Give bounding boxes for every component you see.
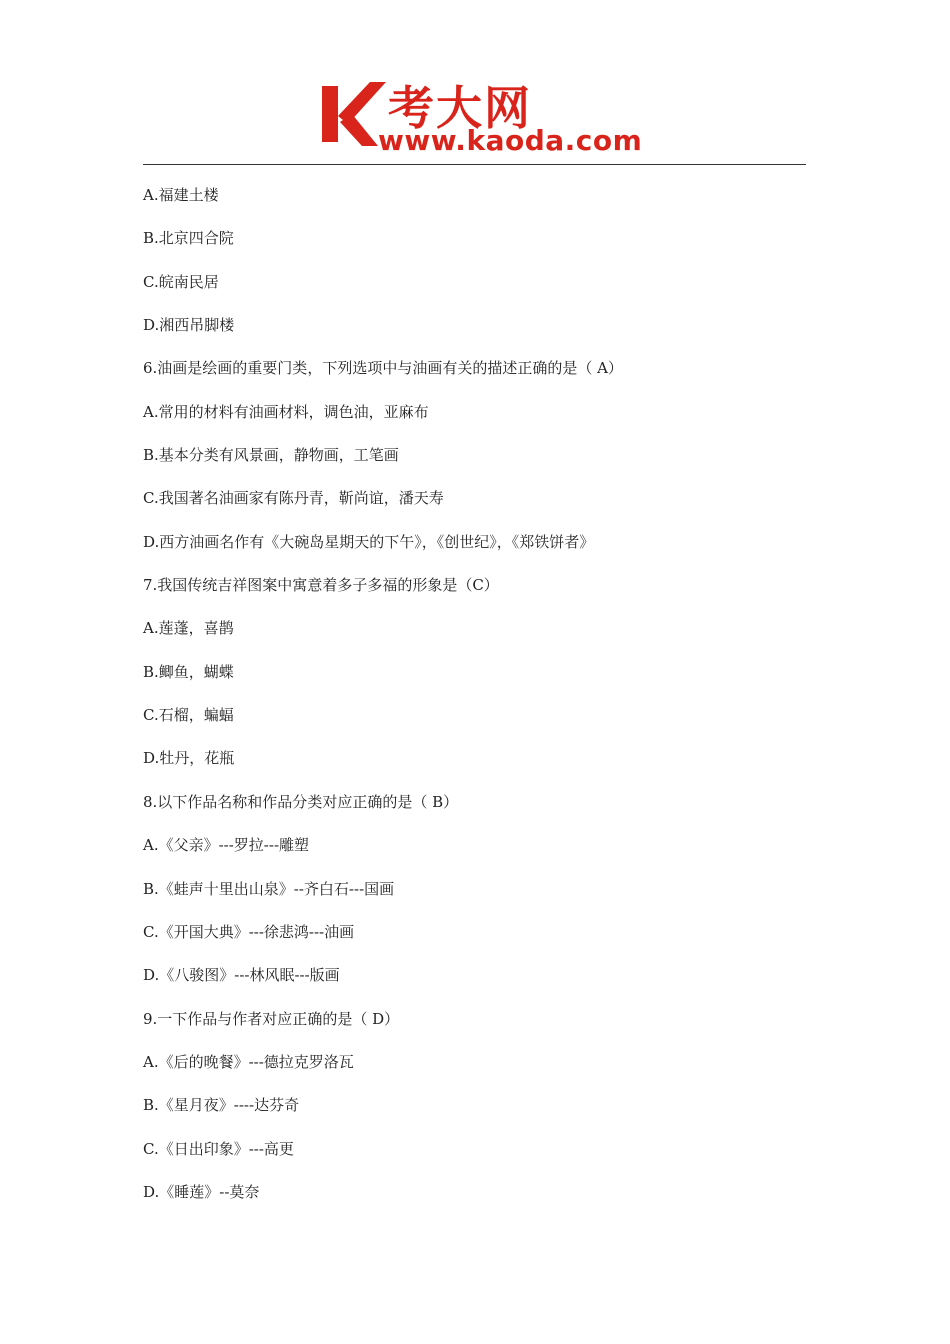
logo-url-text: www.kaoda.com [378,124,643,157]
option-8c: C.《开国大典》---徐悲鸿---油画 [143,922,355,941]
option-9b: B.《星月夜》----达芬奇 [143,1096,300,1115]
option-5c: C.皖南民居 [143,272,219,291]
option-7c: C.石榴，蝙蝠 [143,706,234,725]
option-9d: D.《睡莲》--莫奈 [143,1182,260,1201]
option-7a: A.莲蓬，喜鹊 [143,619,234,638]
question-9: 9.一下作品与作者对应正确的是（ D） [143,1009,400,1028]
option-6a: A.常用的材料有油画材料，调色油，亚麻布 [143,402,429,421]
option-9c: C.《日出印象》---高更 [143,1139,294,1158]
option-7b: B.鲫鱼，蝴蝶 [143,662,234,681]
option-6b: B.基本分类有风景画，静物画，工笔画 [143,446,399,465]
option-8a: A.《父亲》---罗拉---雕塑 [143,836,310,855]
header-divider [143,164,806,165]
option-6d: D.西方油画名作有《大碗岛星期天的下午》，《创世纪》，《郑铁饼者》 [143,532,595,551]
question-8: 8.以下作品名称和作品分类对应正确的是（ B） [143,792,459,811]
option-6c: C.我国著名油画家有陈丹青，靳尚谊，潘天寿 [143,489,444,508]
option-9a: A.《后的晚餐》---德拉克罗洛瓦 [143,1052,354,1071]
option-5d: D.湘西吊脚楼 [143,316,235,335]
kaoda-logo [318,78,648,162]
option-7d: D.牡丹，花瓶 [143,749,235,768]
logo-chinese-text: 考大网 [388,81,532,135]
option-5b: B.北京四合院 [143,229,234,248]
page-header [0,0,950,170]
option-5a: A.福建土楼 [143,186,219,204]
option-8b: B.《蛙声十里出山泉》--齐白石---国画 [143,879,395,898]
question-7: 7.我国传统吉祥图案中寓意着多子多福的形象是（C） [143,576,499,595]
question-6: 6.油画是绘画的重要门类，下列选项中与油画有关的描述正确的是（ A） [143,359,623,378]
option-8d: D.《八骏图》---林风眠---版画 [143,966,340,985]
document-body [143,182,823,1222]
